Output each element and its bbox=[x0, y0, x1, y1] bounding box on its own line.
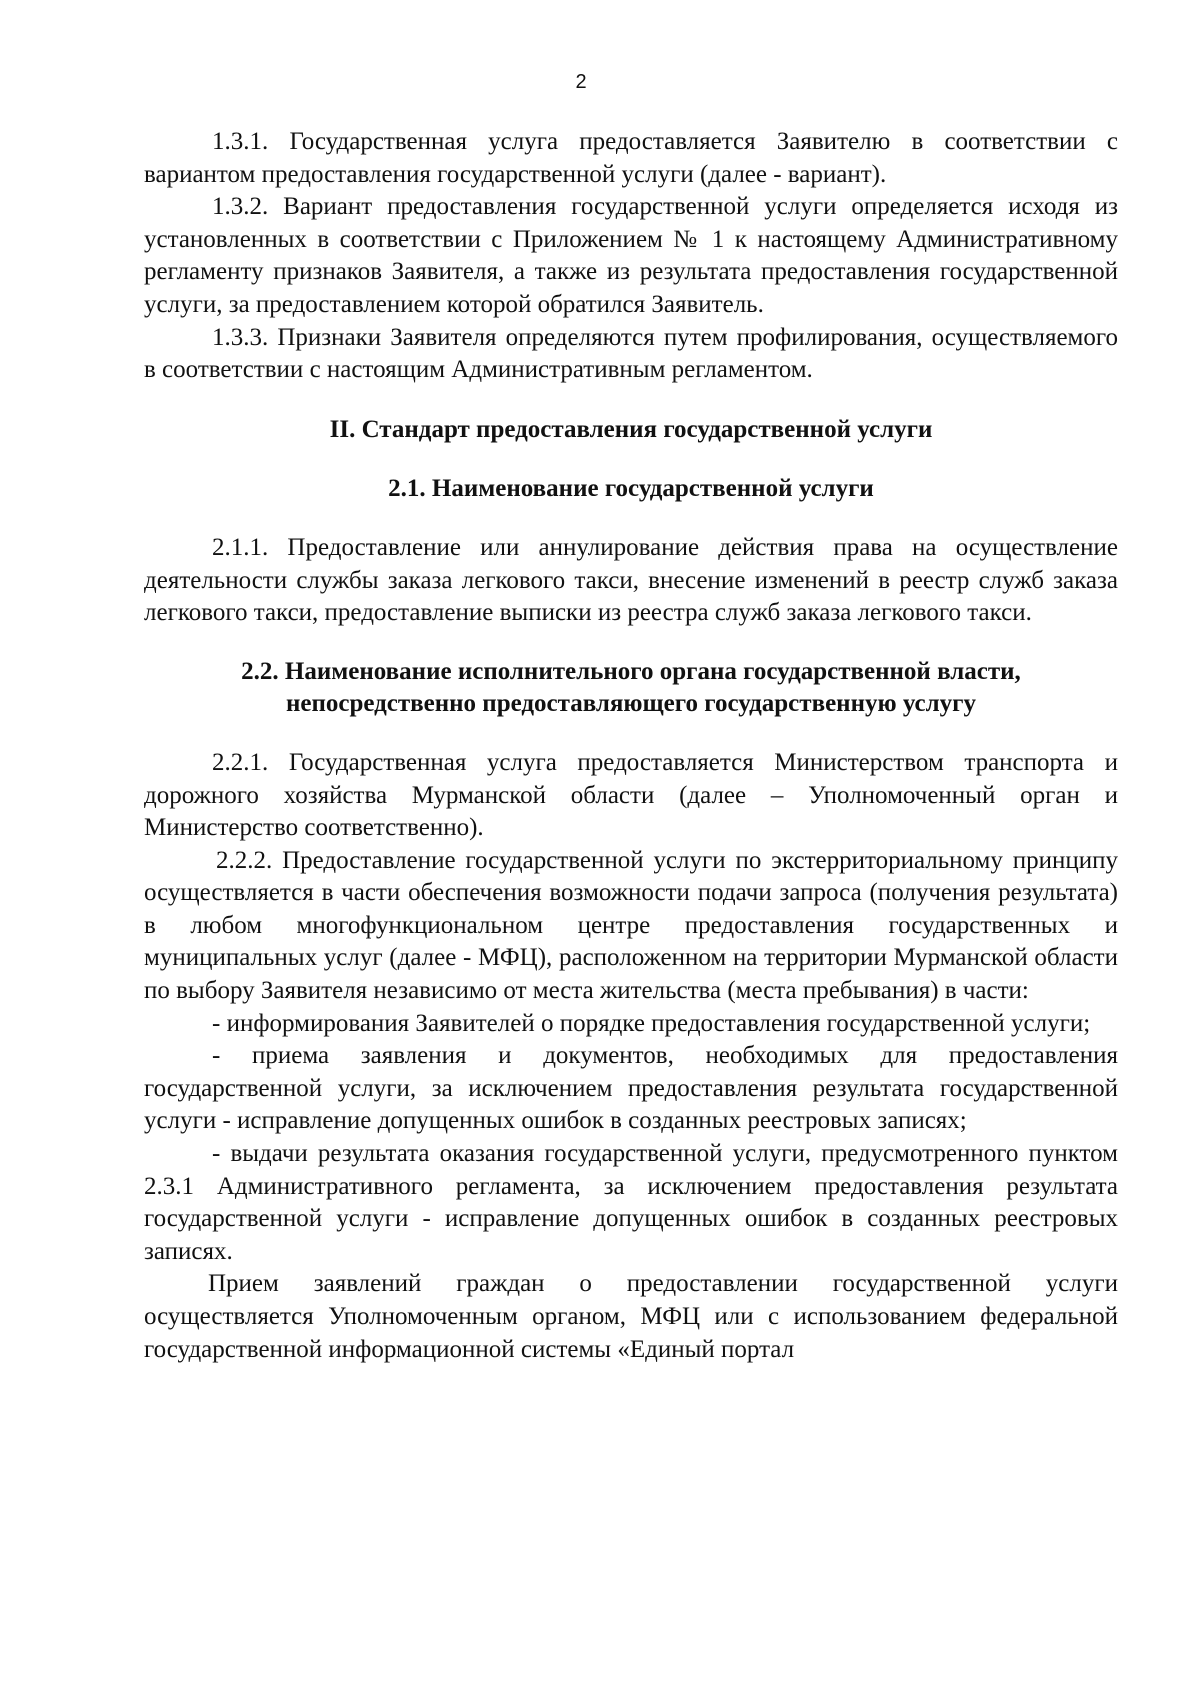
paragraph-1-3-2: 1.3.2. Вариант предоставления государственной услуги определяется исходя из установленных в соответствии с Приложением № 1 к настоящему Административному регламенту признаков Заявителя, а также из результата предоставления государственной услуги, за предоставлением которой обратился Заявитель. bbox=[144, 193, 1118, 318]
paragraph-2-2-2: 2.2.2. Предоставление государственной услуги по экстерриториальному принципу осуществляется в части обеспечения возможности подачи запроса (получения результата) в любом многофункциональном центре предоставления государственных и муниципальных услуг (далее - МФЦ), расположенном на территории Мурманской области по выбору Заявителя независимо от места жительства (места пребывания) в части: bbox=[144, 846, 1118, 1005]
list-item-receiving: - приема заявления и документов, необходимых для предоставления государственной услуги, за исключением предоставления результата государственной услуги - исправление допущенных ошибок в созданных реестровых записях; bbox=[144, 1042, 1118, 1135]
paragraph-1-3-3: 1.3.3. Признаки Заявителя определяются путем профилирования, осуществляемого в соответствии с настоящим Административным регламентом. bbox=[144, 323, 1118, 384]
paragraph-1-3-1: 1.3.1. Государственная услуга предоставляется Заявителю в соответствии с вариантом предоставления государственной услуги (далее - вариант). bbox=[144, 128, 1118, 188]
subsection-2-2-title-line-2: непосредственно предоставляющего государственную услугу bbox=[285, 690, 977, 718]
paragraph-reception: Прием заявлений граждан о предоставлении государственной услуги осуществляется Уполномоченным органом, МФЦ или с использованием федеральной государственной информационной системы «Единый портал bbox=[144, 1270, 1118, 1363]
document-body bbox=[144, 126, 1118, 1366]
paragraph-2-1-1: 2.1.1. Предоставление или аннулирование действия права на осуществление деятельности службы заказа легкового такси, внесение изменений в реестр служб заказа легкового такси, предоставление выписки из реестра служб заказа легкового такси. bbox=[144, 533, 1118, 627]
subsection-2-2-title bbox=[144, 656, 1118, 721]
section-title: II. Стандарт предоставления государственной услуги bbox=[329, 415, 933, 443]
page-number: 2 bbox=[575, 71, 587, 93]
subsection-2-1-title: 2.1. Наименование государственной услуги bbox=[388, 475, 874, 503]
subsection-2-2-title-line-1: 2.2. Наименование исполнительного органа государственной власти, bbox=[241, 657, 1021, 685]
list-item-issuing: - выдачи результата оказания государственной услуги, предусмотренного пунктом 2.3.1 Административного регламента, за исключением предоставления результата государственной услуги - исправление допущенных ошибок в созданных реестровых записях. bbox=[144, 1140, 1118, 1265]
paragraph-2-2-1: 2.2.1. Государственная услуга предоставляется Министерством транспорта и дорожного хозяйства Мурманской области (далее – Уполномоченный орган и Министерство соответственно). bbox=[144, 748, 1118, 842]
list-item-informing: - информирования Заявителей о порядке предоставления государственной услуги; bbox=[212, 1009, 1091, 1037]
